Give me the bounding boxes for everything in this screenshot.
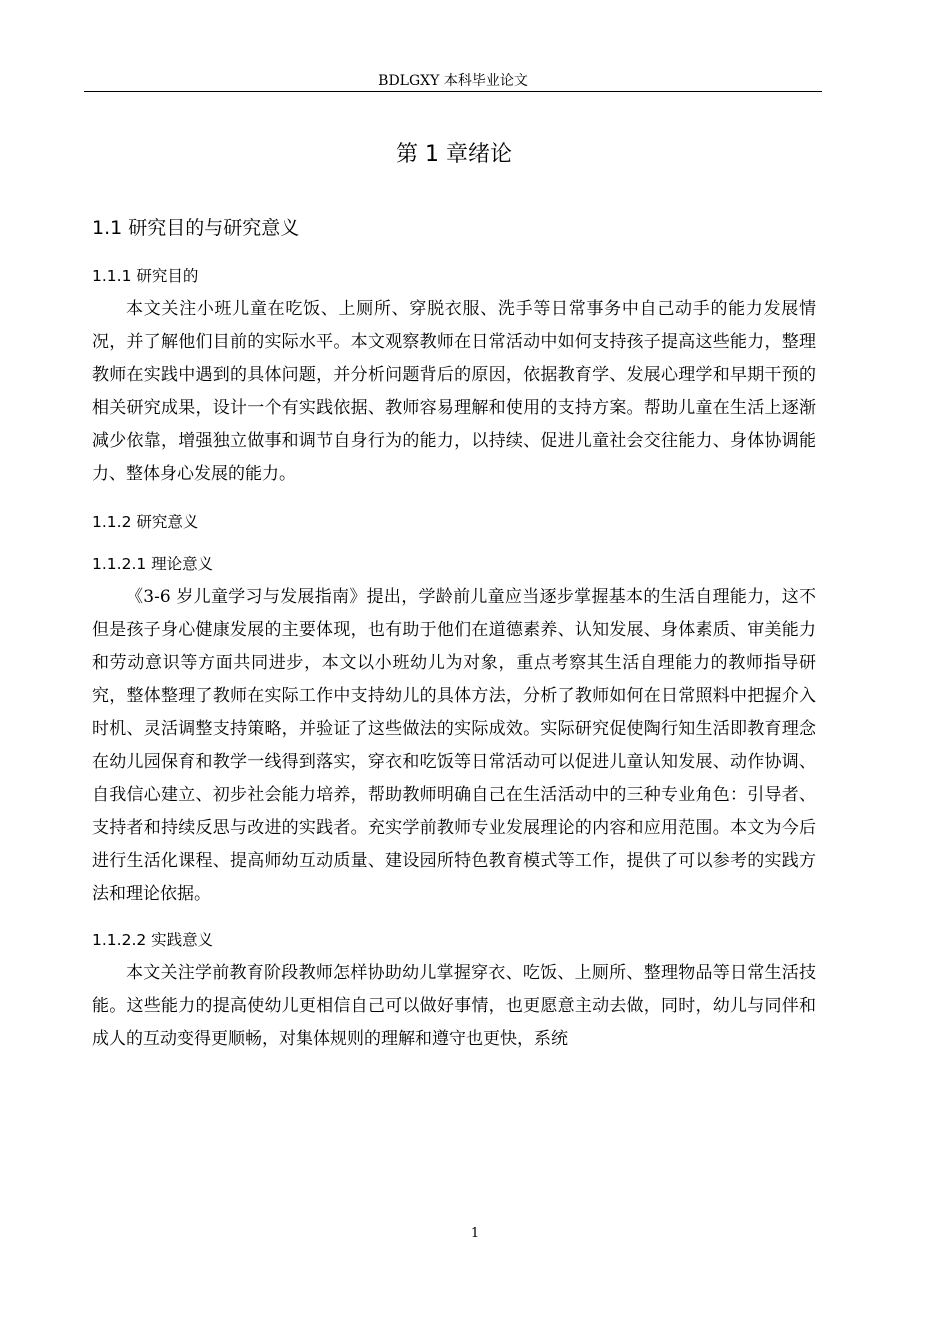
paragraph-research-purpose: 本文关注小班儿童在吃饭、上厕所、穿脱衣服、洗手等日常事务中自己动手的能力发展情况，并了解他们目前的实际水平。本文观察教师在日常活动中如何支持孩子提高这些能力，整理教师在实践中遇到的具体问题，并分析问题背后的原因，依据教育学、发展心理学和早期干预的相关研究成果，设计一个有实践依据、教师容易理解和使用的支持方案。帮助儿童在生活上逐渐减少依靠，增强独立做事和调节自身行为的能力，以持续、促进儿童社会交往能力、身体协调能力、整体身心发展的能力。 — [92, 299, 816, 484]
section-heading-1-1-2: 1.1.2 研究意义 — [92, 513, 199, 531]
chapter-title: 第 1 章绪论 — [396, 142, 512, 167]
section-heading-1-1: 1.1 研究目的与研究意义 — [92, 217, 300, 239]
paragraph-theoretical-significance: 《3-6 岁儿童学习与发展指南》提出，学龄前儿童应当逐步掌握基本的生活自理能力，这不但是孩子身心健康发展的主要体现，也有助于他们在道德素养、认知发展、身体素质、审美能力和劳动意识等方面共同进步，本文以小班幼儿为对象，重点考察其生活自理能力的教师指导研究，整体整理了教师在实际工作中支持幼儿的具体方法，分析了教师如何在日常照料中把握介入时机、灵活调整支持策略，并验证了这些做法的实际成效。实际研究促使陶行知生活即教育理念在幼儿园保育和教学一线得到落实，穿衣和吃饭等日常活动可以促进儿童认知发展、动作协调、自我信心建立、初步社会能力培养，帮助教师明确自己在生活活动中的三种专业角色：引导者、支持者和持续反思与改进的实践者。充实学前教师专业发展理论的内容和应用范围。本文为今后进行生活化课程、提高师幼互动质量、建设园所特色教育模式等工作，提供了可以参考的实践方法和理论依据。 — [92, 587, 816, 904]
header-rule — [84, 91, 822, 92]
section-heading-1-1-2-1: 1.1.2.1 理论意义 — [92, 555, 214, 573]
section-heading-1-1-1: 1.1.1 研究目的 — [92, 267, 199, 285]
section-heading-1-1-2-2: 1.1.2.2 实践意义 — [92, 931, 214, 949]
page-number: 1 — [470, 1226, 480, 1241]
running-header: BDLGXY 本科毕业论文 — [378, 73, 528, 89]
paragraph-practical-significance: 本文关注学前教育阶段教师怎样协助幼儿掌握穿衣、吃饭、上厕所、整理物品等日常生活技能。这些能力的提高使幼儿更相信自己可以做好事情，也更愿意主动去做，同时，幼儿与同伴和成人的互动变得更顺畅，对集体规则的理解和遵守也更快，系统 — [92, 963, 816, 1049]
page-content — [92, 140, 816, 1072]
